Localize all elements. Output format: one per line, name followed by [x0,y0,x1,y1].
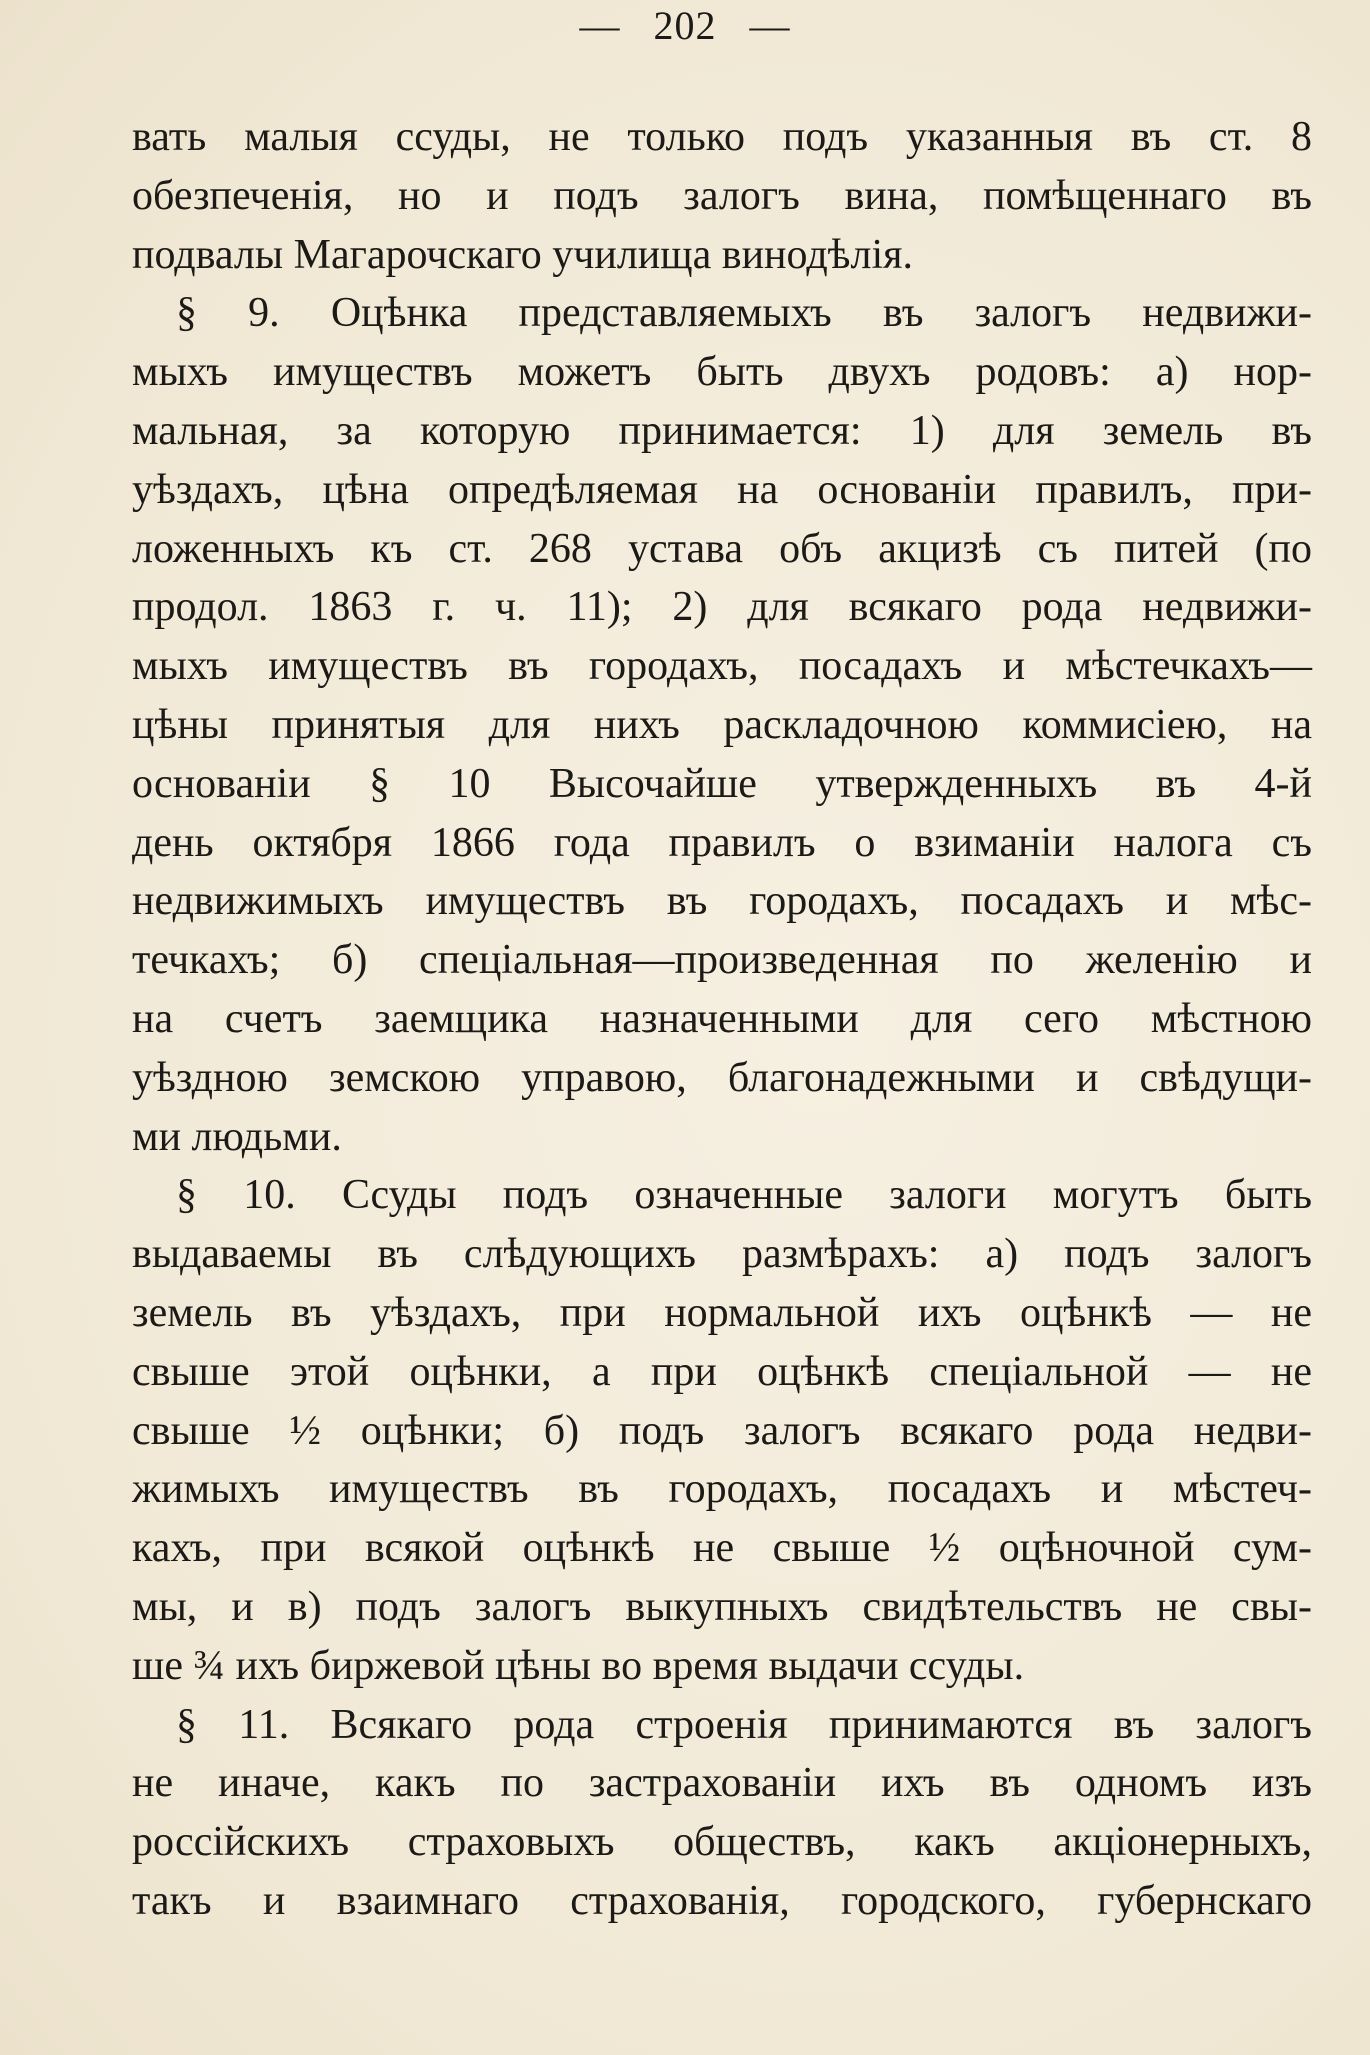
text-line: уѣздною земскою управою, благонадежными и свѣдущи- [132,1054,1312,1101]
paragraph-11-start: § 11. Всякаго рода строенія принимаются въ залогъ [176,1701,1312,1748]
text-line: свыше этой оцѣнки, а при оцѣнкѣ спеціальной — не [132,1348,1312,1395]
header-dash-right: — [749,3,791,48]
header-dash-left: — [579,3,621,48]
text-line: на счетъ заемщика назначенными для сего мѣстною [132,995,1312,1042]
text-line: россійскихъ страховыхъ обществъ, какъ акціонерныхъ, [132,1819,1312,1866]
text-line: цѣны принятыя для нихъ раскладочною коммисіею, на [132,701,1312,748]
text-line: уѣздахъ, цѣна опредѣляемая на основаніи правилъ, при- [132,466,1312,513]
text-line: течкахъ; б) спеціальная—произведенная по желенію и [132,937,1312,984]
text-line: мыхъ имуществъ можетъ быть двухъ родовъ: а) нор- [132,349,1312,396]
text-line: недвижимыхъ имуществъ въ городахъ, посадахъ и мѣс- [132,878,1312,925]
text-line: ми людьми. [132,1113,342,1160]
text-line: кахъ, при всякой оцѣнкѣ не свыше ½ оцѣночной сум- [132,1525,1312,1572]
text-line: день октября 1866 года правилъ о взиманіи налога съ [132,819,1312,866]
text-line: продол. 1863 г. ч. 11); 2) для всякаго рода недвижи- [132,584,1312,631]
text-line: основаніи § 10 Высочайше утвержденныхъ въ 4-й [132,760,1312,807]
text-line: мыхъ имуществъ въ городахъ, посадахъ и мѣстечкахъ— [132,643,1312,690]
text-line: земель въ уѣздахъ, при нормальной ихъ оцѣнкѣ — не [132,1289,1312,1336]
text-line: ложенныхъ къ ст. 268 устава объ акцизѣ съ питей (по [132,525,1312,572]
text-line: жимыхъ имуществъ въ городахъ, посадахъ и мѣстеч- [132,1466,1312,1513]
paragraph-10-start: § 10. Ссуды подъ означенные залоги могутъ быть [176,1172,1312,1219]
text-line: выдаваемы въ слѣдующихъ размѣрахъ: а) подъ залогъ [132,1231,1312,1278]
text-line: ше ¾ ихъ биржевой цѣны во время выдачи ссуды. [132,1642,1025,1689]
text-line: свыше ½ оцѣнки; б) подъ залогъ всякаго рода недви- [132,1407,1312,1454]
text-line: вать малыя ссуды, не только подъ указанныя въ ст. 8 [132,114,1312,160]
page-header [0,2,1370,49]
text-line: такъ и взаимнаго страхованія, городского, губернскаго [132,1877,1312,1924]
text-line: не иначе, какъ по застрахованіи ихъ въ одномъ изъ [132,1760,1312,1807]
text-line: мальная, за которую принимается: 1) для земель въ [132,407,1312,454]
page-number: 202 [653,3,717,48]
text-line: обезпеченія, но и подъ залогъ вина, помѣщеннаго въ [132,172,1312,219]
text-line: подвалы Магарочскаго училища винодѣлія. [132,231,913,278]
page-text [132,108,1312,1931]
text-line: мы, и в) подъ залогъ выкупныхъ свидѣтельствъ не свы- [132,1583,1312,1630]
paragraph-9-start: § 9. Оцѣнка представляемыхъ въ залогъ недвижи- [176,290,1312,337]
